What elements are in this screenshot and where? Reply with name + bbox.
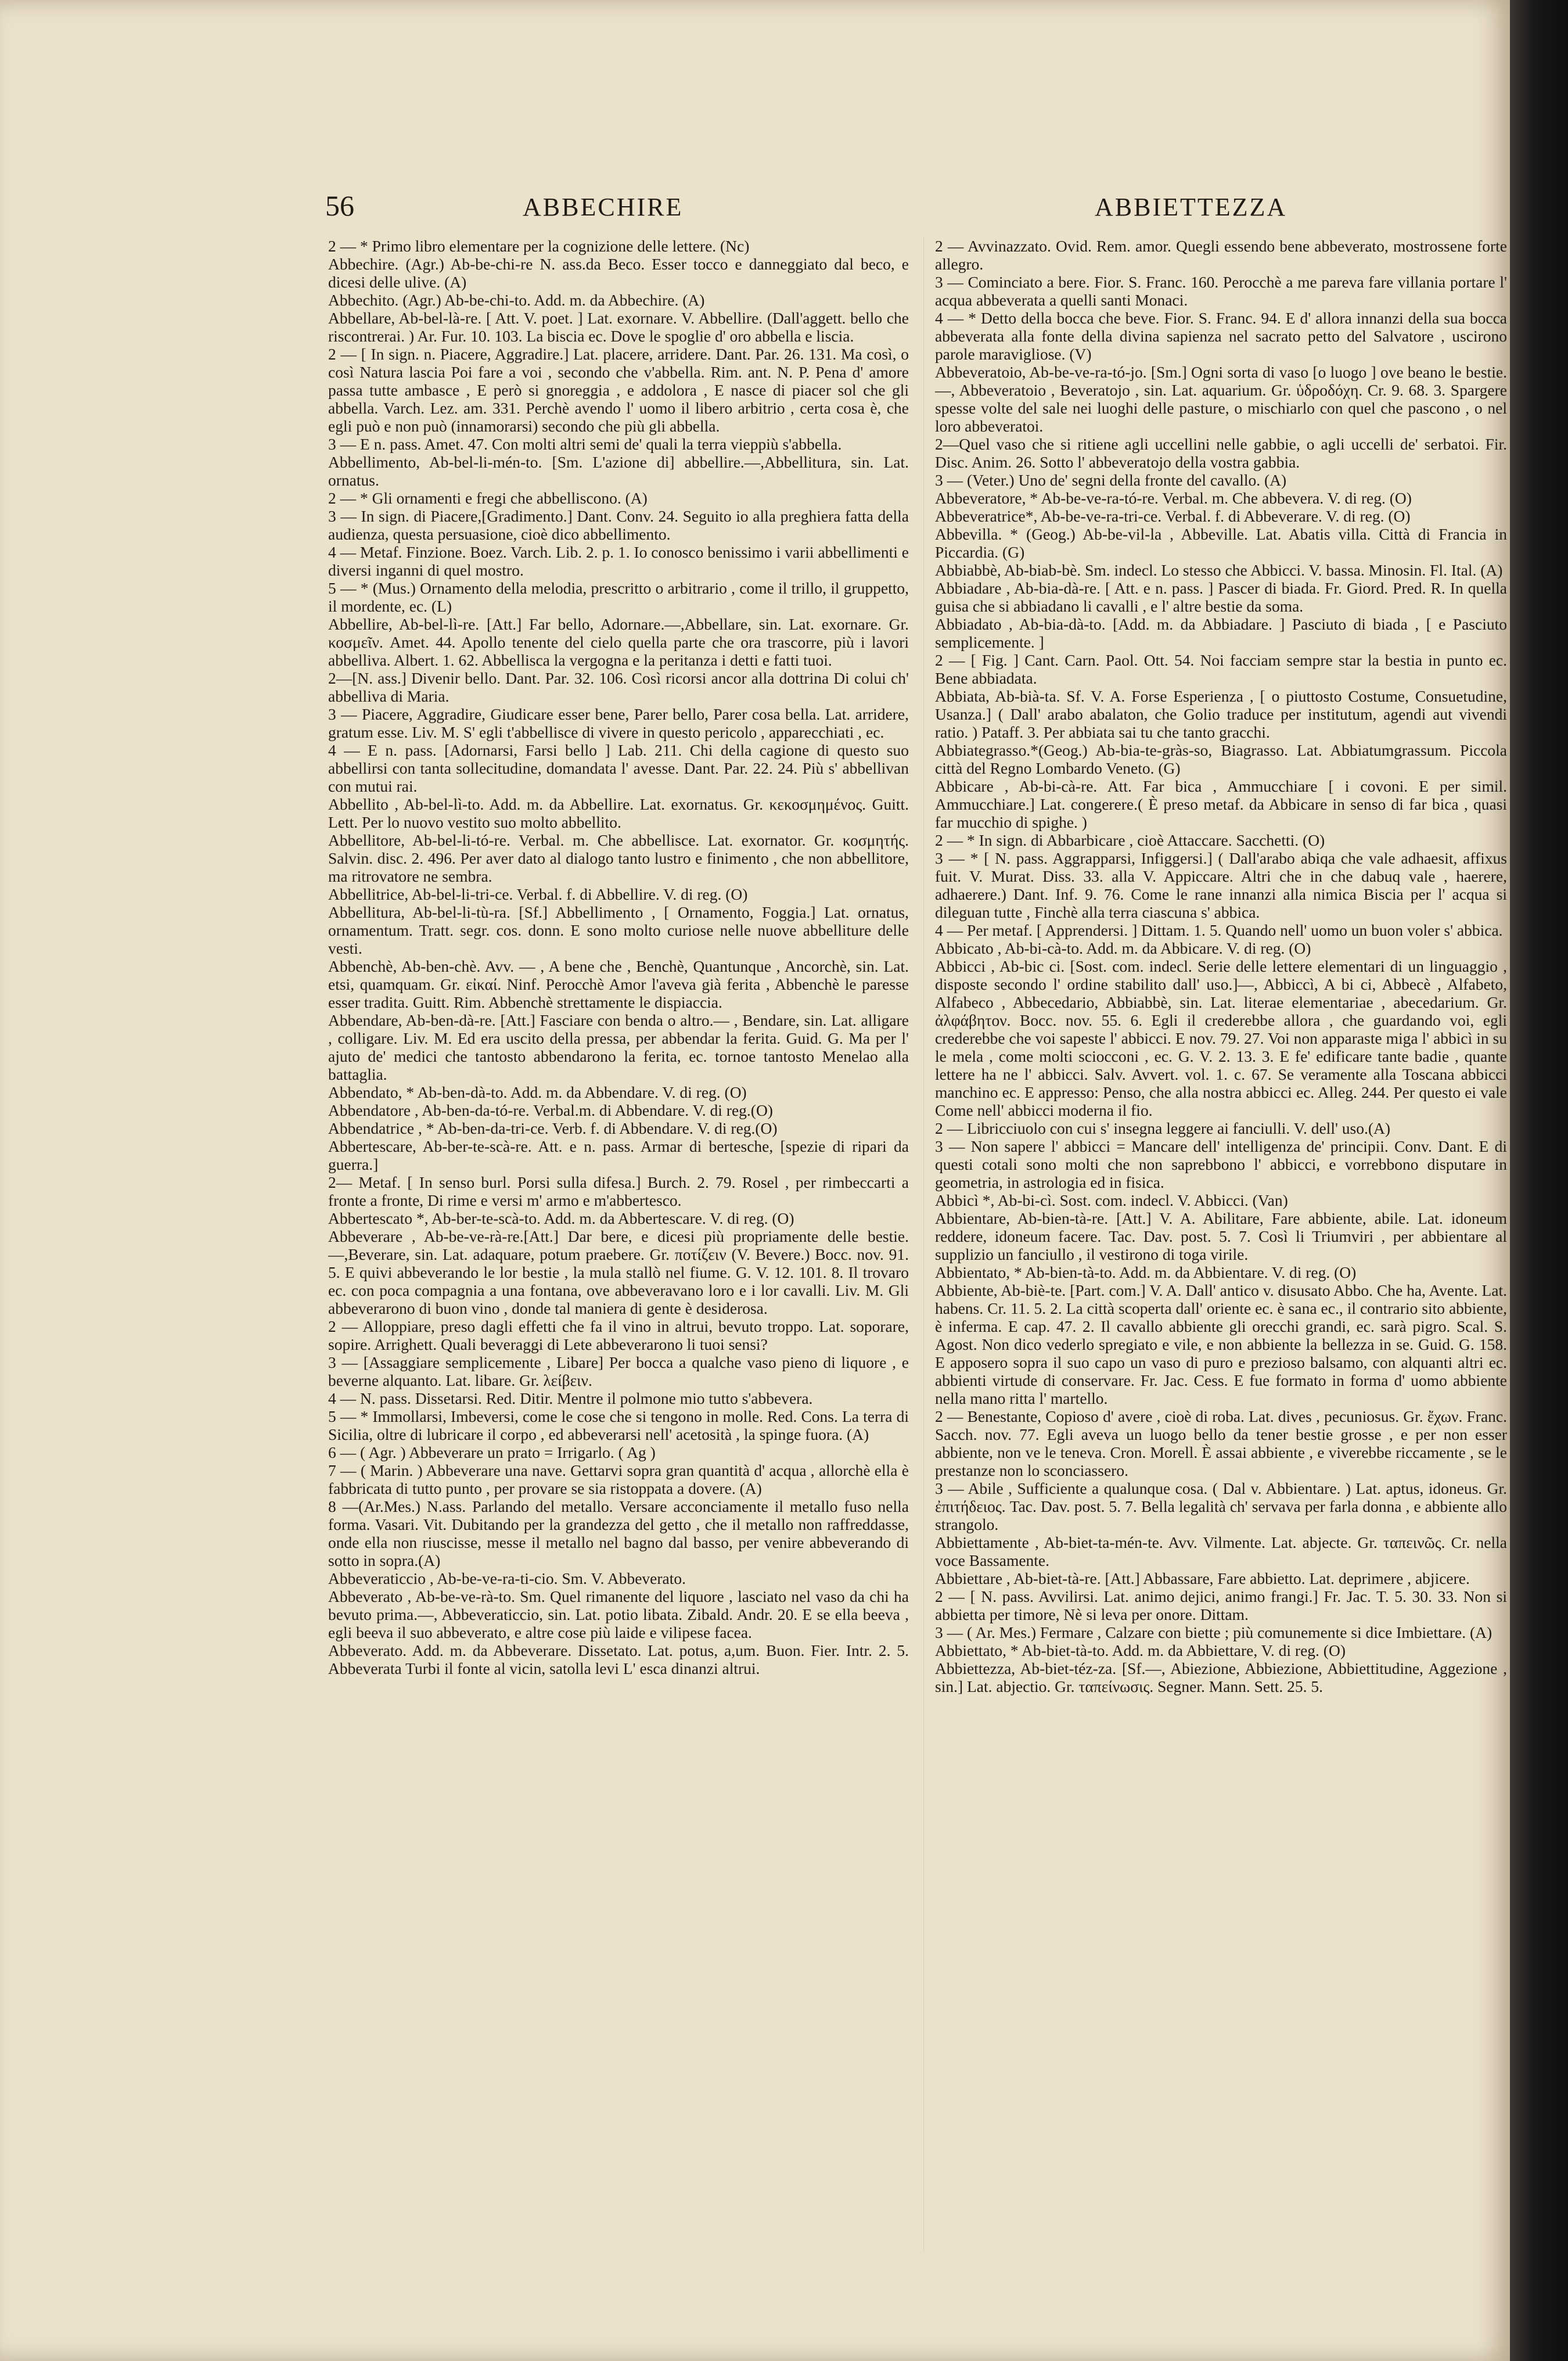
dictionary-entry: 2 — * Gli ornamenti e fregi che abbelliscono. (A) bbox=[328, 489, 648, 507]
dictionary-entry: 2—[N. ass.] Divenir bello. Dant. Par. 32. 106. Così ricorsi ancor alla dottrina Di colui ch' abbelliva di Maria. bbox=[328, 669, 909, 705]
dictionary-entry: Abbientato, * Ab-bien-tà-to. Add. m. da Abbientare. V. di reg. (O) bbox=[935, 1263, 1357, 1281]
dictionary-entry: Abbellitrice, Ab-bel-li-tri-ce. Verbal. f. di Abbellire. V. di reg. (O) bbox=[328, 885, 748, 903]
dictionary-entry: 4 — E n. pass. [Adornarsi, Farsi bello ] Lab. 211. Chi della cagione di questo suo abbellirsi con tanta sollecitudine, domandata l' avesse. Dant. Par. 22. 24. Più s' abbellivan con mutui rai. bbox=[328, 741, 909, 795]
dictionary-entry: Abbertescato *, Ab-ber-te-scà-to. Add. m. da Abbertescare. V. di reg. (O) bbox=[328, 1209, 794, 1227]
dictionary-entry: 3 — Cominciato a bere. Fior. S. Franc. 160. Perocchè a me pareva fare villania portare l' acqua abbeverata a quelli santi Monaci. bbox=[935, 273, 1507, 309]
dictionary-entry: 4 — * Detto della bocca che beve. Fior. S. Franc. 94. E d' allora innanzi della sua bocca abbeverata alla fonte della divina sapienza nel sacrato petto del Salvatore , uscirono parole maravigliose. (V) bbox=[935, 309, 1507, 363]
page-number: 56 bbox=[325, 189, 354, 222]
dictionary-entry: 2 — Avvinazzato. Ovid. Rem. amor. Quegli essendo bene abbeverato, mostrossene forte allegro. bbox=[935, 237, 1507, 273]
dictionary-entry: Abbiadato , Ab-bia-dà-to. [Add. m. da Abbiadare. ] Pasciuto di biada , [ e Pasciuto semplicemente. ] bbox=[935, 615, 1507, 651]
dictionary-entry: 5 — * (Mus.) Ornamento della melodia, prescritto o arbitrario , come il trillo, il gruppetto, il mordente, ec. (L) bbox=[328, 579, 909, 615]
dictionary-entry: Abbendatore , Ab-ben-da-tó-re. Verbal.m. di Abbendare. V. di reg.(O) bbox=[328, 1101, 773, 1119]
dictionary-entry: 3 — Abile , Sufficiente a qualunque cosa. ( Dal v. Abbientare. ) Lat. aptus, idoneus. Gr. ἐπιτήδειος. Tac. Dav. post. 5. 7. Bella legalità ch' servava per farla donna , e abbiente allo strangolo. bbox=[935, 1479, 1507, 1533]
dictionary-entry: Abbeveratrice*, Ab-be-ve-ra-tri-ce. Verbal. f. di Abbeverare. V. di reg. (O) bbox=[935, 507, 1411, 525]
dictionary-entry: Abbendatrice , * Ab-ben-da-tri-ce. Verb. f. di Abbendare. V. di reg.(O) bbox=[328, 1119, 778, 1137]
dictionary-entry: Abbicare , Ab-bi-cà-re. Att. Far bica , Ammucchiare [ i covoni. E per simil. Ammucchiare.] Lat. congerere.( È preso metaf. da Abbicare in senso di far bica , quasi far mucchio di spighe. ) bbox=[935, 777, 1507, 831]
dictionary-entry: 3 — ( Ar. Mes.) Fermare , Calzare con biette ; più comunemente si dice Imbiettare. (A) bbox=[935, 1623, 1493, 1641]
running-head-right: ABBIETTEZZA bbox=[1095, 193, 1288, 221]
dictionary-entry: 2 — Libricciuolo con cui s' insegna leggere ai fanciulli. V. dell' uso.(A) bbox=[935, 1119, 1391, 1137]
dictionary-entry: Abbiata, Ab-bià-ta. Sf. V. A. Forse Esperienza , [ o piuttosto Costume, Consuetudine, Usanza.] ( Dall' arabo abalaton, che Golio traduce per institutum, agendi aut vivendi ratio. ) Pataff. 3. Per abbiata sai tu che tanto gracchi. bbox=[935, 687, 1507, 741]
dictionary-entry: Abbicato , Ab-bi-cà-to. Add. m. da Abbicare. V. di reg. (O) bbox=[935, 939, 1311, 957]
dictionary-entry: 4 — Metaf. Finzione. Boez. Varch. Lib. 2. p. 1. Io conosco benissimo i varii abbellimenti e diversi inganni di quel mostro. bbox=[328, 543, 909, 579]
dictionary-entry: Abbicì *, Ab-bi-cì. Sost. com. indecl. V. Abbicci. (Van) bbox=[935, 1191, 1288, 1209]
dictionary-entry: Abbiategrasso.*(Geog.) Ab-bia-te-gràs-so, Biagrasso. Lat. Abbiatumgrassum. Piccola città del Regno Lombardo Veneto. (G) bbox=[935, 741, 1507, 777]
dictionary-entry: 2 — [ N. pass. Avvilirsi. Lat. animo dejici, animo frangi.] Fr. Jac. T. 5. 30. 33. Non si abbietta per timore, Nè si leva per onore. Dittam. bbox=[935, 1587, 1507, 1623]
dictionary-entry: 2 — Alloppiare, preso dagli effetti che fa il vino in altrui, bevuto troppo. Lat. soporare, sopire. Arrighett. Quali beveraggi di Lete abbeverarono li tuoi sensi? bbox=[328, 1317, 909, 1353]
dictionary-entry: Abbeverare , Ab-be-ve-rà-re.[Att.] Dar bere, e dicesi più propriamente delle bestie.—,Beverare, sin. Lat. adaquare, potum praebere. Gr. ποτίζειν (V. Bevere.) Bocc. nov. 91. 5. E quivi abbeverando le lor bestie , la mula stallò nel fiume. G. V. 12. 101. 8. Il trovaro ec. con poca compagnia a una fontana, ove abbeveravano loro e i lor cavalli. Liv. M. Gli abbeverarono di buon vino , donde tal maniera di gente è desiderosa. bbox=[328, 1227, 909, 1317]
dictionary-entry: 3 — [Assaggiare semplicemente , Libare] Per bocca a qualche vaso pieno di liquore , e beverne alquanto. Lat. libare. Gr. λείβειν. bbox=[328, 1353, 909, 1389]
dictionary-entry: 3 — (Veter.) Uno de' segni della fronte del cavallo. (A) bbox=[935, 471, 1287, 489]
dictionary-entry: 3 — In sign. di Piacere,[Gradimento.] Dant. Conv. 24. Seguito io alla preghiera fatta della audienza, questa persuasione, cioè dico abbellimento. bbox=[328, 507, 909, 543]
dictionary-entry: Abbiettare , Ab-biet-tà-re. [Att.] Abbassare, Fare abbietto. Lat. deprimere , abjicere. bbox=[935, 1569, 1470, 1587]
dictionary-entry: Abbiettezza, Ab-biet-téz-za. [Sf.—, Abiezione, Abbiezione, Abbiettitudine, Aggezione , sin.] Lat. abjectio. Gr. ταπείνωσις. Segner. Mann. Sett. 25. 5. bbox=[935, 1659, 1507, 1695]
dictionary-entry: Abbellito , Ab-bel-lì-to. Add. m. da Abbellire. Lat. exornatus. Gr. κεκοσμημένος. Guitt. Lett. Per lo nuovo vestito suo molto abbellito. bbox=[328, 795, 909, 831]
dictionary-entry: Abbendato, * Ab-ben-dà-to. Add. m. da Abbendare. V. di reg. (O) bbox=[328, 1083, 747, 1101]
dictionary-entry: 2 — Benestante, Copioso d' avere , cioè di roba. Lat. dives , pecuniosus. Gr. ἔχων. Franc. Sacch. nov. 77. Egli aveva un luogo bello da tener bestie grosse , e per non esser abbiente, non ve le teneva. Cron. Morell. È assai abbiente , e viverebbe riccamente , se le prestanze non lo sconciassero. bbox=[935, 1407, 1507, 1479]
dictionary-entry: Abbeverato. Add. m. da Abbeverare. Dissetato. Lat. potus, a,um. Buon. Fier. Intr. 2. 5. Abbeverata Turbi il fonte al vicin, satolla levi L' esca dinanzi altrui. bbox=[328, 1641, 909, 1677]
dictionary-entry: 2 — * Primo libro elementare per la cognizione delle lettere. (Nc) bbox=[328, 237, 750, 255]
dictionary-entry: Abbechito. (Agr.) Ab-be-chi-to. Add. m. da Abbechire. (A) bbox=[328, 291, 705, 309]
dictionary-entry: Abbendare, Ab-ben-dà-re. [Att.] Fasciare con benda o altro.— , Bendare, sin. Lat. alligare , colligare. Liv. M. Ed era uscito della pressa, per abbendar la ferita. Guid. G. Ma per l' ajuto de' medici che tantosto abbendarono la ferita, ec. tornoe tantosto Menelao alla battaglia. bbox=[328, 1011, 909, 1083]
dictionary-entry: Abbevilla. * (Geog.) Ab-be-vil-la , Abbeville. Lat. Abatis villa. Città di Francia in Piccardia. (G) bbox=[935, 525, 1507, 561]
dictionary-entry: Abbiadare , Ab-bia-dà-re. [ Att. e n. pass. ] Pascer di biada. Fr. Giord. Pred. R. In quella guisa che si abbiadano li cavalli , e l' altre bestie da soma. bbox=[935, 579, 1507, 615]
dictionary-entry: Abbiente, Ab-biè-te. [Part. com.] V. A. Dall' antico v. disusato Abbo. Che ha, Avente. Lat. habens. Cr. 11. 5. 2. La città scoperta dall' oriente ec. è sana ec., il contrario sito abbiente, è inferma. E cap. 47. 2. Il cavallo abbiente gli orecchi grandi, ec. sarà pigro. Scal. S. Agost. Non dico vederlo spregiato e vile, e non abbiente la bellezza in se. Guid. G. 158. E apposero sopra il suo capo un vaso di puro e prezioso balsamo, con alquanti altri ec. abbienti virtude di conservare. Fr. Jac. Cess. E fue formato in forma d' uomo abbiente nella mano ritta l' martello. bbox=[935, 1281, 1507, 1407]
dictionary-entry: 2 — * In sign. di Abbarbicare , cioè Attaccare. Sacchetti. (O) bbox=[935, 831, 1325, 849]
dictionary-entry: 8 —(Ar.Mes.) N.ass. Parlando del metallo. Versare acconciamente il metallo fuso nella forma. Vasari. Vit. Dubitando per la grandezza del getto , che il metallo non raffreddasse, onde ella non riuscisse, messe il metallo nel bagno dal basso, per venire abbeverando di sotto in sopra.(A) bbox=[328, 1497, 909, 1569]
dictionary-entry: 4 — N. pass. Dissetarsi. Red. Ditir. Mentre il polmone mio tutto s'abbevera. bbox=[328, 1389, 813, 1407]
dictionary-entry: Abbeveratore, * Ab-be-ve-ra-tó-re. Verbal. m. Che abbevera. V. di reg. (O) bbox=[935, 489, 1412, 507]
dictionary-entry: Abbenchè, Ab-ben-chè. Avv. — , A bene che , Benchè, Quantunque , Ancorchè, sin. Lat. etsi, quamquam. Gr. εἰκαί. Ninf. Perocchè Amor l'aveva già ferita , Abbenchè le paresse esser tradita. Guitt. Rim. Abbenchè strettamente le dispiaccia. bbox=[328, 957, 909, 1011]
dictionary-entry: 3 — Piacere, Aggradire, Giudicare esser bene, Parer bello, Parer cosa bella. Lat. arridere, gratum esse. Liv. M. S' egli t'abbellisce di vivere in questo pericolo , apparecchiati , ec. bbox=[328, 705, 909, 741]
dictionary-entry: Abbiabbè, Ab-biab-bè. Sm. indecl. Lo stesso che Abbicci. V. bassa. Minosin. Fl. Ital. (A) bbox=[935, 561, 1503, 579]
right-column bbox=[935, 237, 1507, 1979]
column-gutter bbox=[923, 237, 924, 2252]
dictionary-entry: 3 — E n. pass. Amet. 47. Con molti altri semi de' quali la terra vieppiù s'abbella. bbox=[328, 435, 842, 453]
dictionary-entry: 3 — Non sapere l' abbicci = Mancare dell' intelligenza de' principii. Conv. Dant. E di questi cotali sono molti che non saprebbono l' abbicci, e vorrebbono disputare in geometria, in astrologia ed in fisica. bbox=[935, 1137, 1507, 1191]
dictionary-entry: 2 — [ Fig. ] Cant. Carn. Paol. Ott. 54. Noi facciam sempre star la bestia in punto ec. Bene abbiadata. bbox=[935, 651, 1507, 687]
dictionary-entry: Abbientare, Ab-bien-tà-re. [Att.] V. A. Abilitare, Fare abbiente, abile. Lat. idoneum reddere, idoneum facere. Tac. Dav. post. 5. 7. Così li Triumviri , per abbientare al supplizio un fanciullo , il vestirono di toga virile. bbox=[935, 1209, 1507, 1263]
dictionary-entry: Abbechire. (Agr.) Ab-be-chi-re N. ass.da Beco. Esser tocco e danneggiato dal beco, e dicesi delle ulive. (A) bbox=[328, 255, 909, 291]
dictionary-entry: 4 — Per metaf. [ Apprendersi. ] Dittam. 1. 5. Quando nell' uomo un buon voler s' abbica. bbox=[935, 921, 1503, 939]
dictionary-entry: Abbeveratoio, Ab-be-ve-ra-tó-jo. [Sm.] Ogni sorta di vaso [o luogo ] ove beano le bestie. —, Abbeveratoio , Beveratojo , sin. Lat. aquarium. Gr. ὑδροδόχη. Cr. 9. 68. 3. Spargere spesse volte del sale nei luoghi delle pasture, o mischiarlo con quel che pascono , o nel loro abbeveratoi. bbox=[935, 363, 1507, 435]
dictionary-entry: Abbeveraticcio , Ab-be-ve-ra-ti-cio. Sm. V. Abbeverato. bbox=[328, 1569, 686, 1587]
dictionary-entry: Abbicci , Ab-bic ci. [Sost. com. indecl. Serie delle lettere elementari di un linguaggio , disposte secondo l' ordine stabilito dall' uso.]—, Abbiccì, A bi ci, Abbecè , Alfabeto, Alfabeco , Abbecedario, Abbiabbè, sin. Lat. literae elementariae , abecedarium. Gr. ἀλφάβητον. Bocc. nov. 55. 6. Egli il crederebbe allora , che guardando voi, egli crederebbe che voi sapeste l' abbicci. E nov. 79. 27. Voi non apparaste miga l' abbicì in su le mela , come molti sciocconi , ec. G. V. 2. 13. 3. E fe' edificare tante badie , quante lettere ha ne l' abbicci. Salv. Avvert. vol. 1. c. 67. Se veramente alla Toscana abbicci manchino ec. E appresso: Penso, che alla nostra abbicci ec. Alleg. 244. Per questo ei vale Come nell' abbicci moderna il fio. bbox=[935, 957, 1507, 1119]
dictionary-entry: Abbellimento, Ab-bel-li-mén-to. [Sm. L'azione di] abbellire.—,Abbellitura, sin. Lat. ornatus. bbox=[328, 453, 909, 489]
dictionary-entry: 5 — * Immollarsi, Imbeversi, come le cose che si tengono in molle. Red. Cons. La terra di Sicilia, oltre di lubricare il corpo , ed abbeverarsi nell' acetosità , la spinge fuora. (A) bbox=[328, 1407, 909, 1443]
dictionary-entry: Abbiettato, * Ab-biet-tà-to. Add. m. da Abbiettare, V. di reg. (O) bbox=[935, 1641, 1346, 1659]
dictionary-entry: 2 — [ In sign. n. Piacere, Aggradire.] Lat. placere, arridere. Dant. Par. 26. 131. Ma così, o così Natura lascia Poi fare a voi , secondo che v'abbella. Rim. ant. N. P. Pena d' amore passa tutte ambasce , E però si gnoreggia , e addolora , E nasce di piacer sol che gli abbella. Varch. Lez. am. 331. Perchè avendo l' uomo il libero arbitrio , certa cosa è, che egli può e non può (innamorarsi) secondo che più gli abbella. bbox=[328, 345, 909, 435]
left-column bbox=[328, 237, 909, 2252]
dictionary-entry: Abbellitore, Ab-bel-li-tó-re. Verbal. m. Che abbellisce. Lat. exornator. Gr. κοσμητής. Salvin. disc. 2. 496. Per aver dato al dialogo tanto lustro e finimento , che non abbellitore, ma ritrovatore ne sembra. bbox=[328, 831, 909, 885]
running-head bbox=[325, 189, 1429, 229]
dictionary-entry: 2— Metaf. [ In senso burl. Porsi sulla difesa.] Burch. 2. 79. Rosel , per rimbeccarti a fronte a fronte, Di rime e versi m' armo e m'abbertesco. bbox=[328, 1173, 909, 1209]
dictionary-entry: Abbellare, Ab-bel-là-re. [ Att. V. poet. ] Lat. exornare. V. Abbellire. (Dall'aggett. bello che riscontrerai. ) Ar. Fur. 10. 103. La biscia ec. Dove le spoglie d' oro abbella e liscia. bbox=[328, 309, 909, 345]
dictionary-entry: Abbertescare, Ab-ber-te-scà-re. Att. e n. pass. Armar di bertesche, [spezie di ripari da guerra.] bbox=[328, 1137, 909, 1173]
running-head-left: ABBECHIRE bbox=[523, 193, 684, 221]
dictionary-entry: 3 — * [ N. pass. Aggrapparsi, Infiggersi.] ( Dall'arabo abiqa che vale adhaesit, affixus fuit. V. Murat. Diss. 33. alla V. Appiccare. Altri che in che dabuq vale , haerere, adhaerere.) Dant. Inf. 9. 76. Come le rane innanzi alla nimica Biscia per l' acqua si dileguan tutte , Finchè alla terra ciascuna s' abbica. bbox=[935, 849, 1507, 921]
dictionary-entry: Abbellire, Ab-bel-lì-re. [Att.] Far bello, Adornare.—,Abbellare, sin. Lat. exornare. Gr. κοσμεῖν. Amet. 44. Apollo tenente del cielo quella parte che ora trascorre, più i lavori abbelliva. Albert. 1. 62. Abbellisca la vergogna e la peritanza i detti e fatti tuoi. bbox=[328, 615, 909, 669]
dictionary-entry: Abbiettamente , Ab-biet-ta-mén-te. Avv. Vilmente. Lat. abjecte. Gr. ταπεινῶς. Cr. nella voce Bassamente. bbox=[935, 1533, 1507, 1569]
book-spine-shadow bbox=[1510, 0, 1568, 2361]
dictionary-entry: 7 — ( Marin. ) Abbeverare una nave. Gettarvi sopra gran quantità d' acqua , allorchè ella è fabbricata di tutto punto , per provare se sia ristoppata a dovere. (A) bbox=[328, 1461, 909, 1497]
dictionary-entry: 6 — ( Agr. ) Abbeverare un prato = Irrigarlo. ( Ag ) bbox=[328, 1443, 656, 1461]
dictionary-entry: Abbeverato , Ab-be-ve-rà-to. Sm. Quel rimanente del liquore , lasciato nel vaso da chi ha bevuto prima.—, Abbeveraticcio, sin. Lat. potio libata. Zibald. Andr. 20. E se ella beeva , egli beeva il suo abbeverato, e altre cose più laide e vilipese facea. bbox=[328, 1587, 909, 1641]
dictionary-entry: 2—Quel vaso che si ritiene agli uccellini nelle gabbie, o agli uccelli de' serbatoi. Fir. Disc. Anim. 26. Sotto l' abbeveratojo della vostra gabbia. bbox=[935, 435, 1507, 471]
dictionary-entry: Abbellitura, Ab-bel-li-tù-ra. [Sf.] Abbellimento , [ Ornamento, Foggia.] Lat. ornatus, ornamentum. Tratt. segr. cos. donn. E sono molto curiose nelle nuove abbelliture delle vesti. bbox=[328, 903, 909, 957]
